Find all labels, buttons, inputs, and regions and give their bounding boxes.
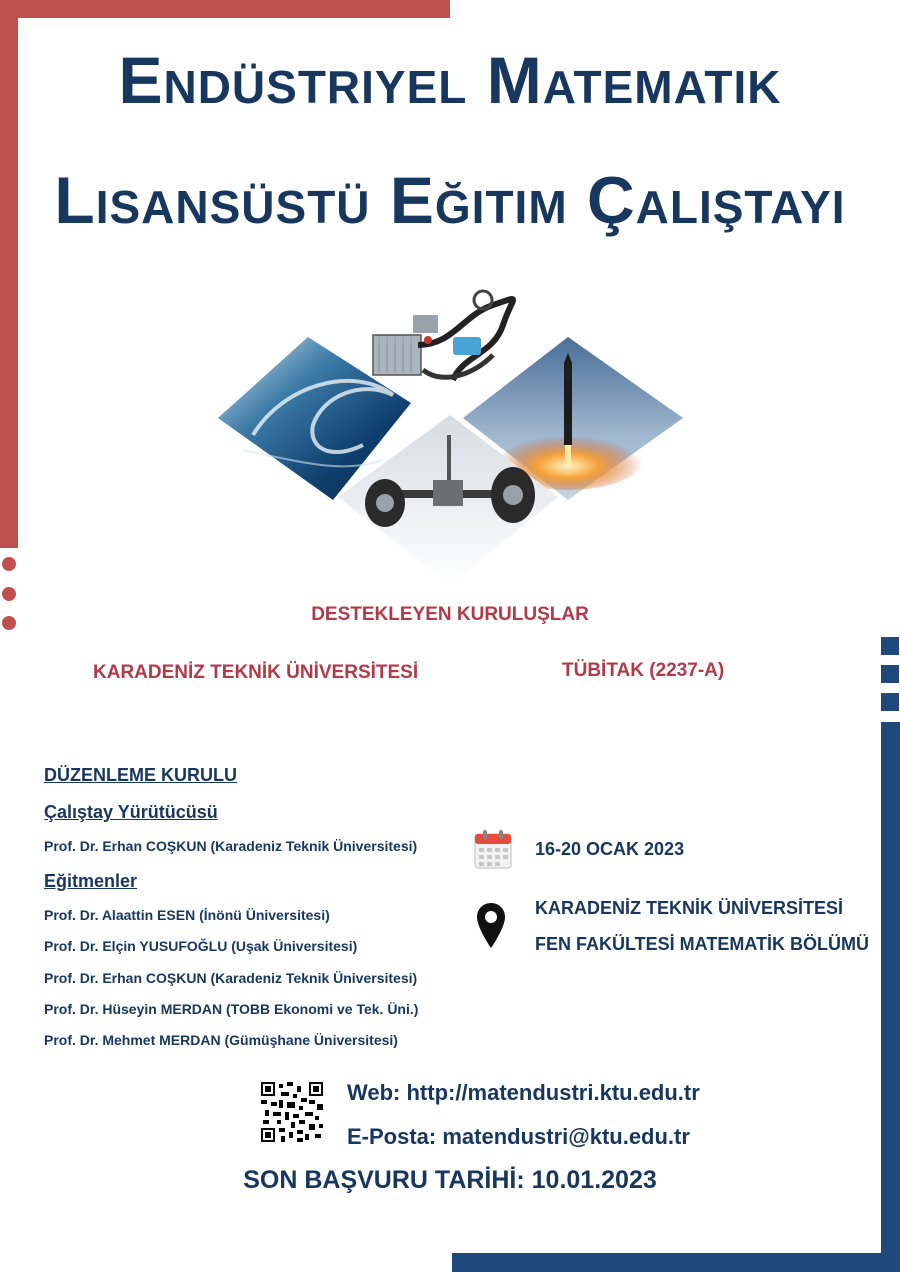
supporter-ktu: KARADENİZ TEKNİK ÜNİVERSİTESİ	[93, 662, 419, 683]
trainer-item: Prof. Dr. Elçin YUSUFOĞLU (Uşak Üniversitesi)	[44, 938, 358, 954]
executive-heading: Çalıştay Yürütücüsü	[44, 802, 218, 822]
committee-heading: DÜZENLEME KURULU	[44, 765, 237, 785]
supporters-heading: DESTEKLEYEN KURULUŞLAR	[311, 604, 589, 625]
title-line-1: Endüstriyel Matematik	[118, 43, 782, 117]
calendar-icon	[474, 829, 512, 869]
event-date: 16-20 OCAK 2023	[535, 839, 685, 859]
location-line-2: FEN FAKÜLTESİ MATEMATİK BÖLÜMÜ	[535, 934, 869, 954]
trainer-item: Prof. Dr. Hüseyin MERDAN (TOBB Ekonomi ve Tek. Üni.)	[44, 1001, 419, 1017]
trainer-item: Prof. Dr. Erhan COŞKUN (Karadeniz Teknik Üniversitesi)	[44, 970, 418, 986]
red-dot	[2, 587, 16, 601]
bottom-blue-bar	[452, 1253, 900, 1272]
red-dot	[2, 557, 16, 571]
blue-square	[881, 637, 899, 655]
blue-square	[881, 693, 899, 711]
top-red-bar	[0, 0, 450, 18]
website-link[interactable]: Web: http://matendustri.ktu.edu.tr	[347, 1080, 700, 1105]
trainer-item: Prof. Dr. Mehmet MERDAN (Gümüşhane Üniversitesi)	[44, 1032, 398, 1048]
title-line-2: Lisansüstü Eğitim Çalıştayı	[54, 163, 846, 237]
qr-code[interactable]	[261, 1082, 323, 1142]
executive-name: Prof. Dr. Erhan COŞKUN (Karadeniz Teknik Üniversitesi)	[44, 838, 418, 854]
trainers-heading: Eğitmenler	[44, 871, 138, 891]
application-deadline: SON BAŞVURU TARİHİ: 10.01.2023	[243, 1166, 657, 1194]
trainer-item: Prof. Dr. Alaattin ESEN (İnönü Üniversitesi)	[44, 907, 330, 923]
email-link[interactable]: E-Posta: matendustri@ktu.edu.tr	[347, 1124, 690, 1149]
diamond-image-collage	[213, 285, 688, 590]
supporter-tubitak: TÜBİTAK (2237-A)	[562, 660, 725, 681]
blue-square	[881, 665, 899, 683]
location-line-1: KARADENİZ TEKNİK ÜNİVERSİTESİ	[535, 898, 844, 918]
location-pin-icon	[476, 902, 506, 949]
